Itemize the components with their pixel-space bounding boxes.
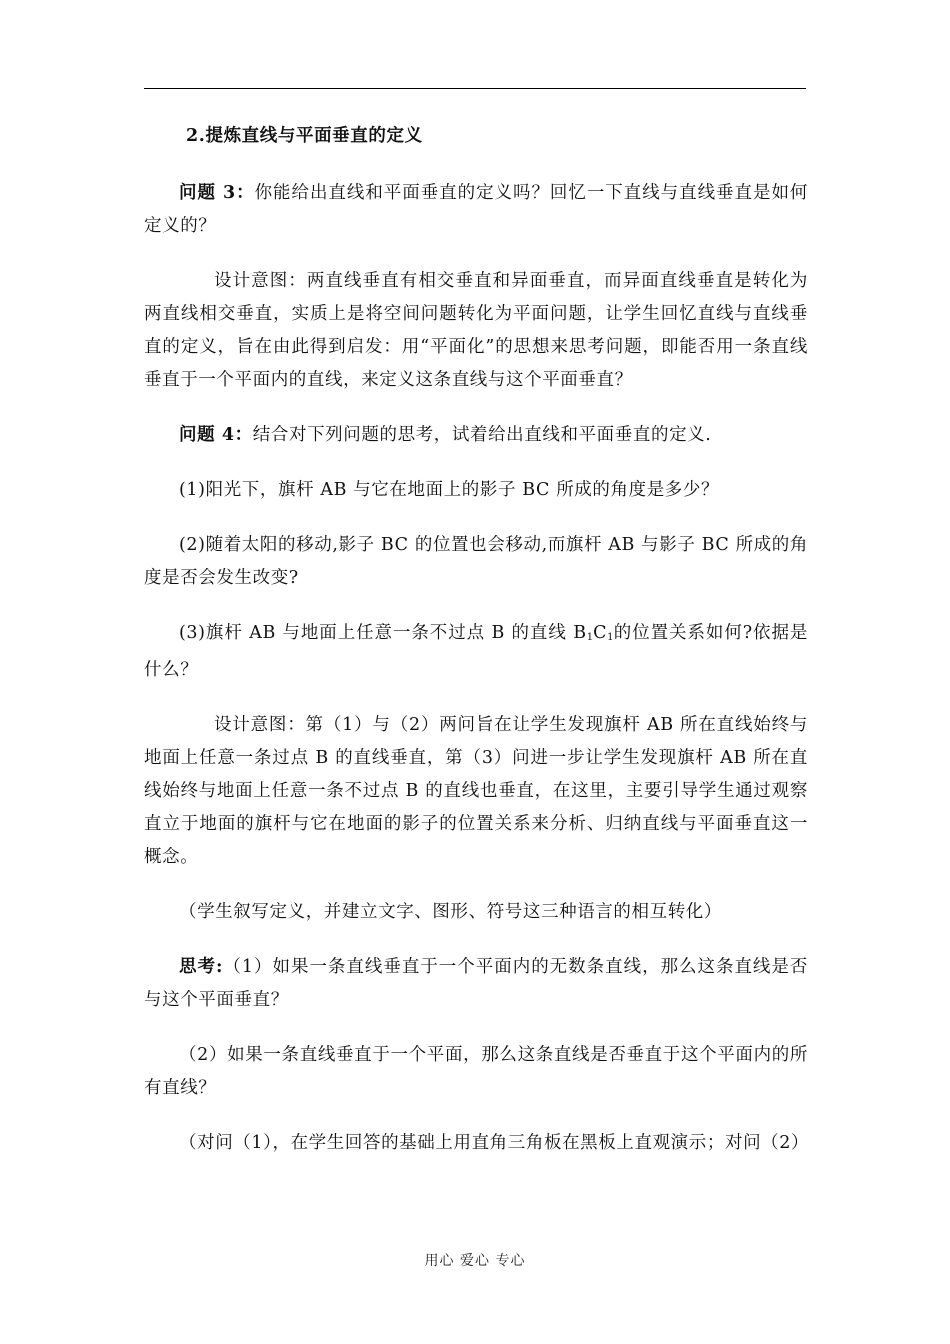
section-heading: 2.提炼直线与平面垂直的定义 [186, 126, 423, 146]
question-3-text: 你能给出直线和平面垂直的定义吗？回忆一下直线与直线垂直是如何定义的？ [144, 183, 808, 236]
question-4-item-2: (2)随着太阳的移动,影子 BC 的位置也会移动,而旗杆 AB 与影子 BC 所成的角度是否会发生改变? [144, 535, 808, 588]
question-4-text: 结合对下列问题的思考，试着给出直线和平面垂直的定义. [252, 425, 712, 445]
think-label: 思考: [179, 957, 224, 977]
question-3-label: 问题 3： [179, 183, 255, 203]
item-3-text-c: C [593, 623, 608, 643]
question-4-label: 问题 4： [179, 425, 253, 445]
item-3-text-before: (3)旗杆 AB 与地面上任意一条不过点 B 的直线 B [179, 623, 587, 643]
think-question-1 [144, 951, 808, 1017]
design-intent-2: 设计意图：第（1）与（2）两问旨在让学生发现旗杆 AB 所在直线始终与地面上任意一条过点 B 的直线垂直，第（3）问进一步让学生发现旗杆 AB 所在直线始终与地面上任意一条不过点 B 的直线也垂直，在这里，主要引导学生通过观察直立于地面的旗杆与它在地面的影子的位置关系来分析、归纳直线与平面垂直这一概念。 [144, 715, 808, 867]
design-intent-1: 设计意图：两直线垂直有相交垂直和异面垂直，而异面直线垂直是转化为两直线相交垂直，实质上是将空间问题转化为平面问题，让学生回忆直线与直线垂直的定义，旨在由此得到启发：用“平面化”的思想来思考问题，即能否用一条直线垂直于一个平面内的直线，来定义这条直线与这个平面垂直？ [144, 271, 808, 390]
question-4 [144, 419, 808, 452]
think-question-2: （2）如果一条直线垂直于一个平面，那么这条直线是否垂直于这个平面内的所有直线？ [144, 1045, 808, 1098]
document-body [144, 120, 808, 1182]
student-note: （学生叙写定义，并建立文字、图形、符号这三种语言的相互转化） [179, 902, 722, 922]
item-3-subscript-b: 1 [586, 632, 594, 643]
closing-line: （对问（1），在学生回答的基础上用直角三角板在黑板上直观演示；对问（2） [179, 1133, 810, 1153]
header-rule [144, 88, 806, 89]
question-4-item-3 [144, 617, 808, 687]
item-3-subscript-c: 1 [607, 632, 614, 643]
page-footer: 用心 爱心 专心 [424, 1253, 526, 1269]
think-question-1-text: （1）如果一条直线垂直于一个平面内的无数条直线，那么这条直线是否与这个平面垂直？ [144, 957, 808, 1010]
item-3-text-after: 的位置关系如何?依据是什么？ [144, 623, 808, 680]
question-3 [144, 177, 808, 243]
question-4-item-1: (1)阳光下，旗杆 AB 与它在地面上的影子 BC 所成的角度是多少？ [179, 480, 720, 500]
